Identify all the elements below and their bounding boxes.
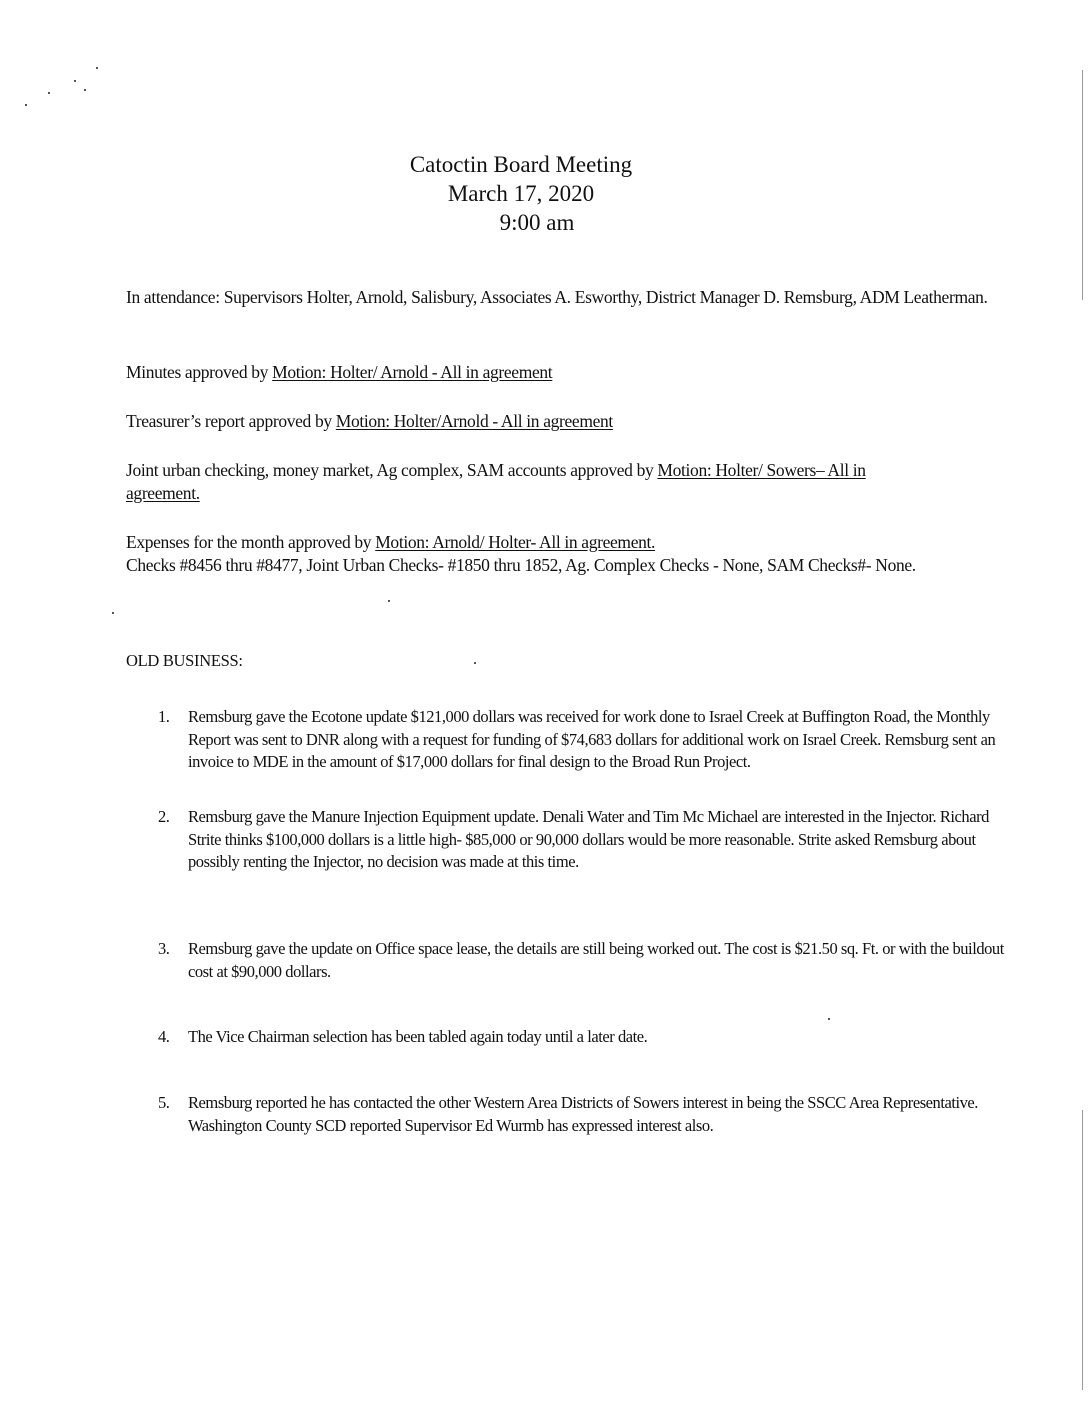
accounts-prefix: Joint urban checking, money market, Ag complex, SAM accounts approved by <box>126 460 658 480</box>
treasurer-motion: Motion: Holter/Arnold - All in agreement <box>335 411 613 431</box>
list-item-text: Remsburg gave the update on Office space lease, the details are still being worked out. The cost is $21.50 sq. Ft. or with the buildout cost at $90,000 dollars. <box>188 939 1004 981</box>
list-item <box>158 706 1008 774</box>
meeting-time: 9:00 am <box>499 210 575 235</box>
list-item-number: 1. <box>158 707 170 726</box>
meeting-title-block <box>0 150 1088 237</box>
minutes-paragraph <box>126 361 1006 384</box>
treasurer-prefix: Treasurer’s report approved by <box>126 411 336 431</box>
list-item-text: The Vice Chairman selection has been tabled again today until a later date. <box>188 1027 648 1046</box>
meeting-title: Catoctin Board Meeting <box>409 152 633 177</box>
scan-speck <box>74 80 76 82</box>
scan-edge-line <box>1082 1110 1083 1390</box>
minutes-motion: Motion: Holter/ Arnold - All in agreement <box>272 362 553 382</box>
accounts-motion: Motion: Holter/ Sowers– All in agreement. <box>126 460 866 503</box>
scan-speck <box>474 662 476 664</box>
list-item <box>158 938 1008 983</box>
expenses-paragraph <box>126 531 956 576</box>
scan-speck <box>25 104 27 106</box>
list-item <box>158 806 1008 874</box>
scan-speck <box>112 612 114 614</box>
list-item-text: Remsburg gave the Manure Injection Equipment update. Denali Water and Tim Mc Michael are interested in the Injector. Richard Strite thinks $100,000 dollars is a little high- $85,000 or 90,000 dollars would be more reasonable. Strite asked Remsburg about possibly renting the Injector, no decision was made at this time. <box>188 807 989 871</box>
accounts-paragraph <box>126 459 866 504</box>
expenses-prefix: Expenses for the month approved by <box>126 532 376 552</box>
list-item-number: 4. <box>158 1027 170 1046</box>
list-item-number: 2. <box>158 807 170 826</box>
list-item <box>158 1092 1008 1137</box>
expenses-checks: Checks #8456 thru #8477, Joint Urban Checks- #1850 thru 1852, Ag. Complex Checks - None, SAM Checks#- None. <box>126 554 916 575</box>
scan-speck <box>828 1018 830 1020</box>
minutes-prefix: Minutes approved by <box>126 362 273 382</box>
old-business-heading: OLD BUSINESS: <box>126 651 243 670</box>
scan-speck <box>388 600 390 602</box>
list-item-text: Remsburg gave the Ecotone update $121,000 dollars was received for work done to Israel Creek at Buffington Road, the Monthly Report was sent to DNR along with a request for funding of $74,683 dollars for additional work on Israel Creek. Remsburg sent an invoice to MDE in the amount of $17,000 dollars for final design to the Broad Run Project. <box>188 707 996 771</box>
scan-speck <box>96 67 98 69</box>
meeting-date: March 17, 2020 <box>447 181 595 206</box>
list-item-number: 5. <box>158 1093 170 1112</box>
list-item-number: 3. <box>158 939 170 958</box>
list-item-text: Remsburg reported he has contacted the other Western Area Districts of Sowers interest in being the SSCC Area Representative. Washington County SCD reported Supervisor Ed Wurmb has expressed interest also. <box>188 1093 978 1135</box>
scan-speck <box>84 89 86 91</box>
treasurer-paragraph <box>126 410 1006 433</box>
expenses-motion: Motion: Arnold/ Holter- All in agreement. <box>375 532 656 552</box>
scan-speck <box>48 92 50 94</box>
attendance-paragraph: In attendance: Supervisors Holter, Arnold, Salisbury, Associates A. Esworthy, District Manager D. Remsburg, ADM Leatherman. <box>126 287 988 307</box>
list-item <box>158 1026 1008 1049</box>
